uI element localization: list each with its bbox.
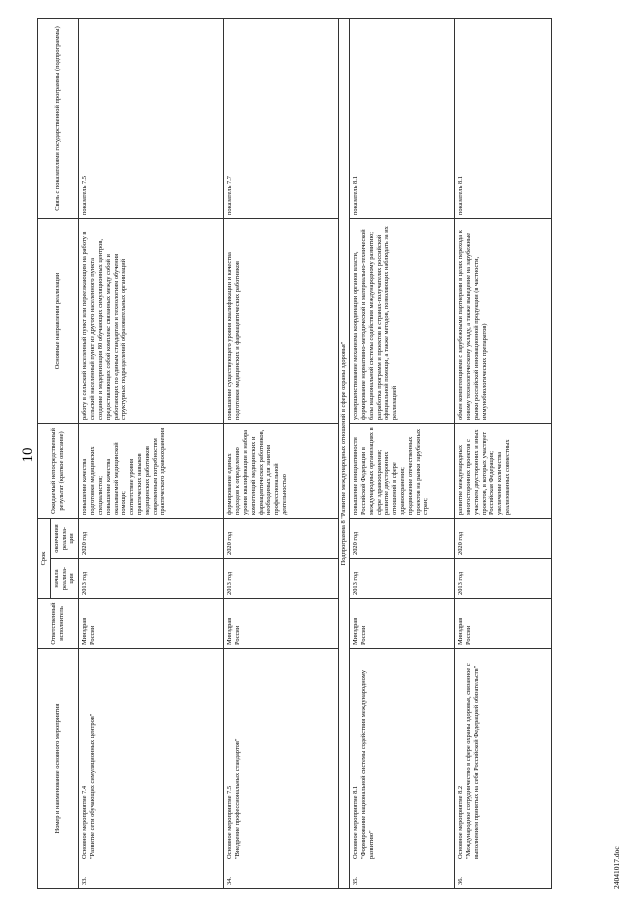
header-link: Связь с показателями государственной программы (подпрограммы)	[38, 18, 79, 218]
table-row	[350, 18, 455, 888]
responsible: Минздрав России	[224, 599, 339, 649]
start-year: 2013 год	[79, 559, 224, 599]
start-year: 2013 год	[224, 559, 339, 599]
expected-result: развитие международных многосторонних проектов с участием двусторонних и иных проектов, в которых участвует Российская Федерация; увеличение количества реализованных совместных	[455, 423, 552, 518]
row-number: 34.	[226, 877, 234, 885]
subprogram-title: Подпрограмма 8 "Развитие международных отношений в сфере охраны здоровья"	[339, 18, 350, 888]
responsible: Минздрав России	[455, 599, 552, 649]
table-row	[79, 18, 224, 888]
end-year: 2020 год	[224, 518, 339, 558]
end-year: 2020 год	[455, 518, 552, 558]
responsible: Минздрав России	[79, 599, 224, 649]
directions: работу в сельский населенный пункт или переезжающим на работу в сельский населенный пункт из другого населенного пункта создание и модернизация 80 обучающих симуляционных центров, предоставляющих собой комплекс связанных между собой и работающих по единым стандартам и технологиям обучения структурных подразделений образовательных организаций	[79, 218, 224, 423]
indicator-link: показатель 8.1	[350, 18, 455, 218]
directions: повышение существующего уровня квалификации и качества подготовки медицинских и фармацевтических работников	[224, 218, 339, 423]
header-number-name: Номер и наименование основного мероприятия	[38, 649, 79, 889]
indicator-link: показатель 7.7	[224, 18, 339, 218]
table-row	[455, 18, 552, 888]
start-year: 2013 год	[455, 559, 552, 599]
header-start: начала реализа-ции	[50, 559, 78, 599]
footer-filename: 24041017.doc	[612, 846, 621, 889]
activity-name: Основное мероприятие 7.5 "Внедрение профессиональных стандартов"	[226, 738, 242, 859]
indicator-link: показатель 8.1	[455, 18, 552, 218]
expected-result: повышение инициативности Российской Федерации в международных организациях в сфере здравоохранения; развитие двусторонних отношений в сфере здравоохранения; продвижение отечественных проектов на рынки зарубежных стран;	[350, 423, 455, 518]
row-number: 35.	[352, 877, 360, 885]
expected-result: формирование единых подходов к определению уровня квалификации и набора компетенций медицинских и фармацевтических работников, необходимых для занятия профессиональной деятельностью	[224, 423, 339, 518]
header-result: Ожидаемый непосредственный результат (краткое описание)	[38, 423, 79, 518]
directions: усовершенствование механизма координации органов власти, формирование нормативно-методической и материально-технической базы национальной системы содействия международному развитию; разработка программ и проектов в странах-получателях российской официальной помощи, а также методов, позволяющих наблюдать за их реализацией	[350, 218, 455, 423]
header-directions: Основные направления реализации	[38, 218, 79, 423]
expected-result: повышение качества подготовки медицинских специалистов; повышение качества оказываемой медицинской помощи; соответствие уровня практических навыков медицинских работников современным потребностям практического здравоохранения	[79, 423, 224, 518]
table-row	[224, 18, 339, 888]
subprogram-row	[339, 18, 350, 888]
responsible: Минздрав России	[350, 599, 455, 649]
start-year: 2013 год	[350, 559, 455, 599]
activity-name: Основное мероприятие 8.2 "Международное сотрудничество в сфере охраны здоровья, связанное с выполнением принятых на себя Российской Федерацией обязательств"	[457, 663, 480, 859]
row-number: 33.	[81, 877, 89, 885]
indicator-link: показатель 7.5	[79, 18, 224, 218]
directions: обмен компетенциями с зарубежными партнерами в целях перехода к новому технологическому укладу, а также выведение на зарубежные рынки российской инновационной продукции (в частности, иммунобиологических препаратов)	[455, 218, 552, 423]
activity-name: Основное мероприятие 8.1 "Формирование национальной системы содействия международному развитию"	[352, 670, 375, 859]
header-responsible: Ответственный исполнитель	[38, 599, 79, 649]
header-end: окончания реализа-ции	[50, 518, 78, 558]
page-number: 10	[20, 447, 36, 463]
activity-name: Основное мероприятие 7.4 "Развитие сети обучающих симуляционных центров"	[81, 713, 97, 859]
header-term: Срок	[38, 518, 51, 598]
end-year: 2020 год	[79, 518, 224, 558]
program-table	[37, 18, 552, 889]
end-year: 2020 год	[350, 518, 455, 558]
row-number: 36.	[457, 877, 465, 885]
